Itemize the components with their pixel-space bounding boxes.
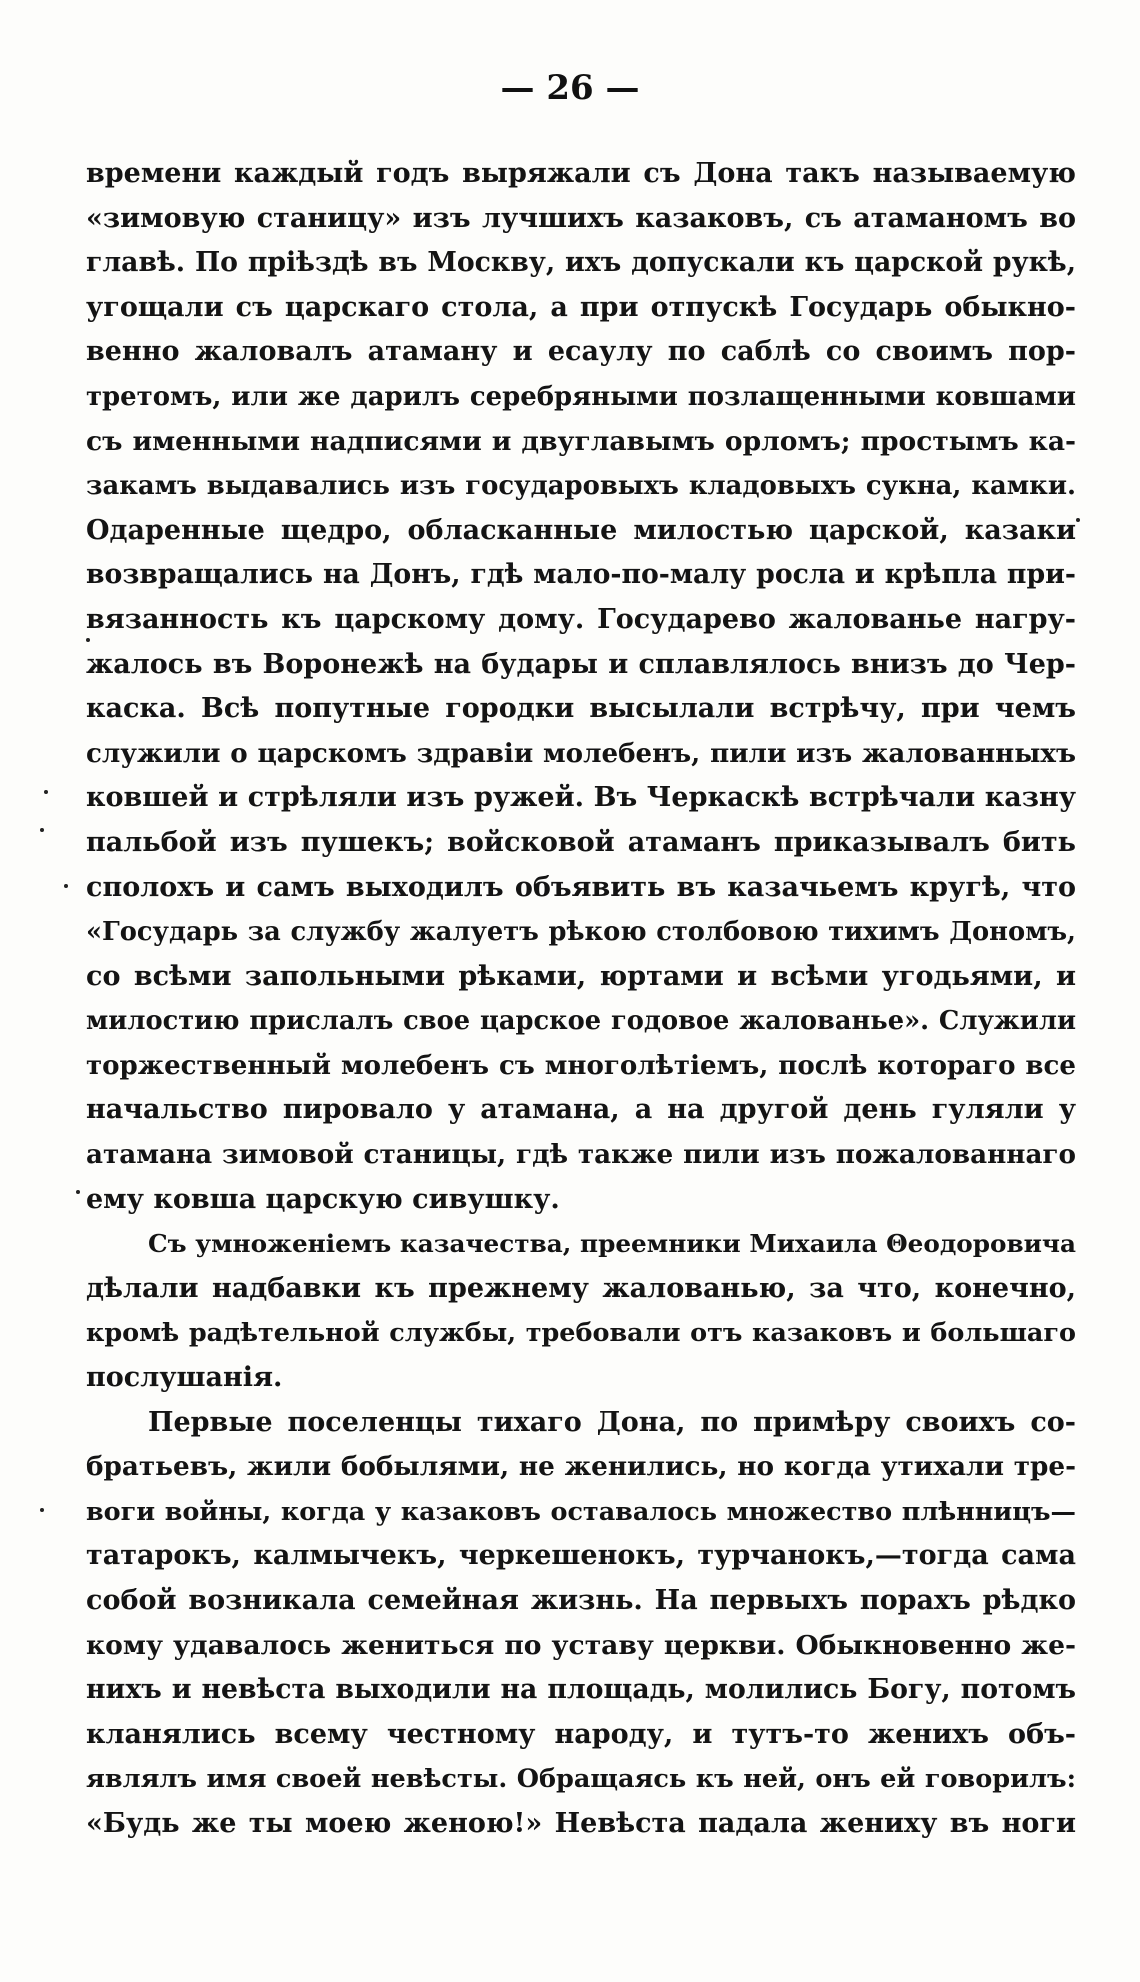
text-line: со всѣми запольными рѣками, юртами и всѣми угодьями, и: [86, 960, 1076, 992]
text-line: каска. Всѣ попутные городки высылали встрѣчу, при чемъ: [86, 693, 1076, 725]
text-line: главѣ. По пріѣздѣ въ Москву, ихъ допускали къ царской рукѣ,: [86, 247, 1076, 279]
text-line: «зимовую станицу» изъ лучшихъ казаковъ, съ атаманомъ во: [86, 202, 1076, 234]
text-line: воги войны, когда у казаковъ оставалось множество плѣнницъ—: [86, 1496, 1076, 1527]
text-line: братьевъ, жили бобылями, не женились, но когда утихали тре-: [86, 1451, 1076, 1483]
text-line: служили о царскомъ здравіи молебенъ, пили изъ жалованныхъ: [86, 737, 1076, 769]
text-line: торжественный молебенъ съ многолѣтіемъ, послѣ котораго все: [86, 1050, 1076, 1081]
print-speck: [40, 1508, 44, 1512]
text-line: венно жаловалъ атаману и есаулу по саблѣ со своимъ пор-: [86, 336, 1076, 368]
print-speck: [64, 884, 68, 888]
text-line: атамана зимовой станицы, гдѣ также пили изъ пожалованнаго: [86, 1139, 1076, 1171]
text-line: послушанія.: [86, 1362, 283, 1394]
text-line: сполохъ и самъ выходилъ объявить въ казачьемъ кругѣ, что: [86, 871, 1076, 903]
text-line: угощали съ царскаго стола, а при отпускѣ Государь обыкно-: [86, 291, 1076, 323]
text-line: Съ умноженіемъ казачества, преемники Михаила Θеодоровича: [148, 1229, 1076, 1259]
text-line: съ именными надписями и двуглавымъ орломъ; простымъ ка-: [86, 425, 1076, 457]
print-speck: [76, 1190, 80, 1194]
text-line: начальство пировало у атамана, а на другой день гуляли у: [86, 1094, 1076, 1126]
text-line: кому удавалось жениться по уставу церкви. Обыкновенно же-: [86, 1629, 1076, 1661]
text-line: собой возникала семейная жизнь. На первыхъ порахъ рѣдко: [86, 1585, 1076, 1616]
text-line: Первые поселенцы тихаго Дона, по примѣру своихъ со-: [148, 1406, 1076, 1438]
text-line: кромѣ радѣтельной службы, требовали отъ казаковъ и большаго: [86, 1318, 1076, 1349]
text-line: «Государь за службу жалуетъ рѣкою столбовою тихимъ Дономъ,: [86, 917, 1076, 948]
print-speck: [44, 790, 48, 794]
text-line: кланялись всему честному народу, и тутъ-то женихъ объ-: [86, 1718, 1076, 1750]
text-line: милостию прислалъ свое царское годовое жалованье». Служили: [86, 1006, 1076, 1037]
text-line: нихъ и невѣста выходили на площадь, молились Богу, потомъ: [86, 1674, 1076, 1706]
text-line: Одаренные щедро, обласканные милостью царской, казаки: [86, 514, 1076, 546]
text-line: жалось въ Воронежѣ на будары и сплавлялось внизъ до Чер-: [86, 648, 1076, 680]
text-line: закамъ выдавались изъ государовыхъ кладовыхъ сукна, камки.: [86, 471, 1076, 502]
page-number: — 26 —: [500, 68, 640, 108]
text-line: вязанность къ царскому дому. Государево жалованье нагру-: [86, 603, 1076, 635]
text-line: татарокъ, калмычекъ, черкешенокъ, турчанокъ,—тогда сама: [86, 1540, 1076, 1572]
text-line: являлъ имя своей невѣсты. Обращаясь къ ней, онъ ей говорилъ:: [86, 1764, 1076, 1795]
text-line: возвращались на Донъ, гдѣ мало-по-малу росла и крѣпла при-: [86, 559, 1076, 591]
print-speck: [40, 828, 44, 832]
text-line: ковшей и стрѣляли изъ ружей. Въ Черкаскѣ встрѣчали казну: [86, 782, 1076, 814]
text-line: «Будь же ты моею женою!» Невѣста падала жениху въ ноги: [86, 1807, 1076, 1839]
body-text: [86, 152, 1076, 1847]
text-line: дѣлали надбавки къ прежнему жалованью, за что, конечно,: [86, 1272, 1076, 1304]
print-speck: [1076, 518, 1080, 522]
text-line: третомъ, или же дарилъ серебряными позлащенными ковшами: [86, 381, 1076, 412]
print-speck: [86, 638, 90, 642]
text-line: ему ковша царскую сивушку.: [86, 1183, 560, 1215]
text-line: времени каждый годъ выряжали съ Дона такъ называемую: [86, 158, 1076, 189]
text-line: пальбой изъ пушекъ; войсковой атаманъ приказывалъ бить: [86, 826, 1076, 858]
